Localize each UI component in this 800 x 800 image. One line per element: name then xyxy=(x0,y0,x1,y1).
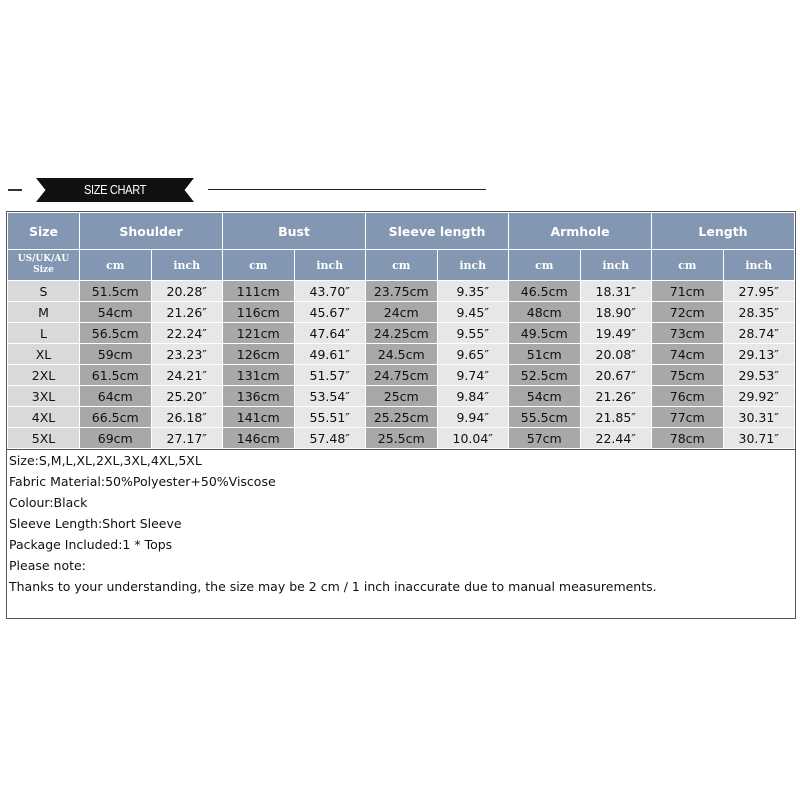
header-length: Length xyxy=(652,213,795,250)
header-bust: Bust xyxy=(223,213,366,250)
inch-cell: 21.26″ xyxy=(580,386,652,407)
cm-cell: 25.5cm xyxy=(366,428,438,449)
inch-cell: 24.21″ xyxy=(151,365,223,386)
header-sleeve-length: Sleeve length xyxy=(366,213,509,250)
cm-cell: 23.75cm xyxy=(366,281,438,302)
cm-cell: 74cm xyxy=(652,344,724,365)
inch-cell: 57.48″ xyxy=(294,428,366,449)
inch-cell: 9.65″ xyxy=(437,344,509,365)
inch-cell: 51.57″ xyxy=(294,365,366,386)
inch-cell: 21.26″ xyxy=(151,302,223,323)
cm-cell: 77cm xyxy=(652,407,724,428)
size-cell: 5XL xyxy=(8,428,80,449)
size-cell: 3XL xyxy=(8,386,80,407)
size-cell: L xyxy=(8,323,80,344)
cm-cell: 24cm xyxy=(366,302,438,323)
inch-cell: 47.64″ xyxy=(294,323,366,344)
unit-cm: cm xyxy=(223,250,295,281)
unit-cm: cm xyxy=(366,250,438,281)
cm-cell: 136cm xyxy=(223,386,295,407)
inch-cell: 22.44″ xyxy=(580,428,652,449)
cm-cell: 61.5cm xyxy=(80,365,152,386)
cm-cell: 55.5cm xyxy=(509,407,581,428)
cm-cell: 78cm xyxy=(652,428,724,449)
cm-cell: 116cm xyxy=(223,302,295,323)
table-row xyxy=(8,407,795,428)
cm-cell: 72cm xyxy=(652,302,724,323)
cm-cell: 131cm xyxy=(223,365,295,386)
inch-cell: 53.54″ xyxy=(294,386,366,407)
inch-cell: 20.67″ xyxy=(580,365,652,386)
cm-cell: 141cm xyxy=(223,407,295,428)
cm-cell: 71cm xyxy=(652,281,724,302)
size-cell: S xyxy=(8,281,80,302)
note-line: Size:S,M,L,XL,2XL,3XL,4XL,5XL xyxy=(9,453,202,468)
note-line: Thanks to your understanding, the size may be 2 cm / 1 inch inaccurate due to manual measurements. xyxy=(9,579,657,594)
unit-inch: inch xyxy=(151,250,223,281)
size-region-label: US/UK/AU xyxy=(17,254,70,264)
cm-cell: 57cm xyxy=(509,428,581,449)
table-row xyxy=(8,302,795,323)
header-shoulder: Shoulder xyxy=(80,213,223,250)
unit-inch: inch xyxy=(723,250,795,281)
note-line: Package Included:1 * Tops xyxy=(9,537,173,552)
note-line: Colour:Black xyxy=(9,495,88,510)
size-table xyxy=(7,212,795,449)
cm-cell: 24.5cm xyxy=(366,344,438,365)
inch-cell: 18.31″ xyxy=(580,281,652,302)
note-line: Please note: xyxy=(9,558,86,573)
size-cell: 4XL xyxy=(8,407,80,428)
inch-cell: 28.74″ xyxy=(723,323,795,344)
inch-cell: 55.51″ xyxy=(294,407,366,428)
inch-cell: 9.74″ xyxy=(437,365,509,386)
cm-cell: 54cm xyxy=(509,386,581,407)
inch-cell: 29.92″ xyxy=(723,386,795,407)
inch-cell: 25.20″ xyxy=(151,386,223,407)
unit-inch: inch xyxy=(580,250,652,281)
inch-cell: 26.18″ xyxy=(151,407,223,428)
table-row xyxy=(8,365,795,386)
header-dash xyxy=(8,189,22,191)
size-chart-box xyxy=(6,211,796,619)
cm-cell: 121cm xyxy=(223,323,295,344)
cm-cell: 51.5cm xyxy=(80,281,152,302)
inch-cell: 45.67″ xyxy=(294,302,366,323)
inch-cell: 28.35″ xyxy=(723,302,795,323)
header-armhole: Armhole xyxy=(509,213,652,250)
cm-cell: 54cm xyxy=(80,302,152,323)
size-table-body xyxy=(8,281,795,449)
size-cell: XL xyxy=(8,344,80,365)
inch-cell: 18.90″ xyxy=(580,302,652,323)
cm-cell: 59cm xyxy=(80,344,152,365)
inch-cell: 19.49″ xyxy=(580,323,652,344)
cm-cell: 75cm xyxy=(652,365,724,386)
header-size: Size xyxy=(8,213,80,250)
table-row xyxy=(8,428,795,449)
table-row xyxy=(8,386,795,407)
cm-cell: 49.5cm xyxy=(509,323,581,344)
header-rule xyxy=(208,189,486,190)
inch-cell: 9.35″ xyxy=(437,281,509,302)
inch-cell: 20.28″ xyxy=(151,281,223,302)
inch-cell: 29.13″ xyxy=(723,344,795,365)
inch-cell: 30.31″ xyxy=(723,407,795,428)
size-region-sublabel: Size xyxy=(33,265,54,275)
cm-cell: 51cm xyxy=(509,344,581,365)
cm-cell: 24.25cm xyxy=(366,323,438,344)
cm-cell: 48cm xyxy=(509,302,581,323)
cm-cell: 25cm xyxy=(366,386,438,407)
cm-cell: 126cm xyxy=(223,344,295,365)
header-size-region xyxy=(8,250,80,281)
inch-cell: 43.70″ xyxy=(294,281,366,302)
cm-cell: 66.5cm xyxy=(80,407,152,428)
cm-cell: 76cm xyxy=(652,386,724,407)
inch-cell: 49.61″ xyxy=(294,344,366,365)
cm-cell: 73cm xyxy=(652,323,724,344)
unit-cm: cm xyxy=(509,250,581,281)
inch-cell: 29.53″ xyxy=(723,365,795,386)
size-chart-banner xyxy=(36,178,194,202)
size-chart-title: SIZE CHART xyxy=(83,182,147,197)
size-chart-header xyxy=(8,176,482,206)
inch-cell: 27.95″ xyxy=(723,281,795,302)
note-line: Fabric Material:50%Polyester+50%Viscose xyxy=(9,474,276,489)
inch-cell: 21.85″ xyxy=(580,407,652,428)
inch-cell: 9.94″ xyxy=(437,407,509,428)
unit-inch: inch xyxy=(437,250,509,281)
cm-cell: 56.5cm xyxy=(80,323,152,344)
group-header-row xyxy=(8,213,795,250)
table-row xyxy=(8,281,795,302)
table-row xyxy=(8,344,795,365)
unit-header-row xyxy=(8,250,795,281)
inch-cell: 20.08″ xyxy=(580,344,652,365)
size-cell: M xyxy=(8,302,80,323)
unit-cm: cm xyxy=(652,250,724,281)
size-cell: 2XL xyxy=(8,365,80,386)
cm-cell: 25.25cm xyxy=(366,407,438,428)
inch-cell: 9.45″ xyxy=(437,302,509,323)
cm-cell: 146cm xyxy=(223,428,295,449)
product-notes xyxy=(7,449,795,618)
table-row xyxy=(8,323,795,344)
unit-inch: inch xyxy=(294,250,366,281)
inch-cell: 22.24″ xyxy=(151,323,223,344)
inch-cell: 30.71″ xyxy=(723,428,795,449)
inch-cell: 27.17″ xyxy=(151,428,223,449)
cm-cell: 111cm xyxy=(223,281,295,302)
note-line: Sleeve Length:Short Sleeve xyxy=(9,516,182,531)
cm-cell: 24.75cm xyxy=(366,365,438,386)
inch-cell: 10.04″ xyxy=(437,428,509,449)
cm-cell: 46.5cm xyxy=(509,281,581,302)
inch-cell: 9.84″ xyxy=(437,386,509,407)
inch-cell: 23.23″ xyxy=(151,344,223,365)
unit-cm: cm xyxy=(80,250,152,281)
cm-cell: 52.5cm xyxy=(509,365,581,386)
inch-cell: 9.55″ xyxy=(437,323,509,344)
cm-cell: 69cm xyxy=(80,428,152,449)
cm-cell: 64cm xyxy=(80,386,152,407)
